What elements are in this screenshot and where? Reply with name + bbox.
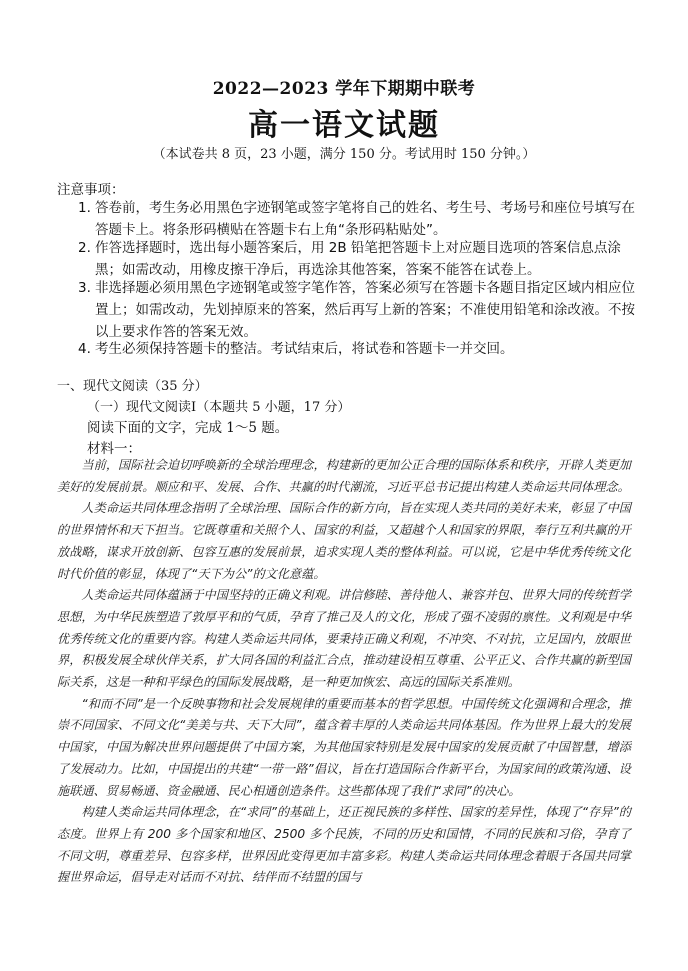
- exam-session-heading: 2022—2023 学年下期期中联考: [212, 79, 476, 99]
- notice-item-2: [78, 237, 638, 281]
- material-paragraph-1: 当前，国际社会迫切呼唤新的全球治理理念，构建新的更加公正合理的国际体系和秩序，开辟人类更加美好的发展前景。顺应和平、发展、合作、共赢的时代潮流，习近平总书记提出构建人类命运共同体理念。: [57, 458, 631, 494]
- material-paragraph-3: 人类命运共同体蕴涵于中国坚持的正确义利观。讲信修睦、善待他人、兼容并包、世界大同的传统哲学思想，为中华民族塑造了敦厚平和的气质，孕育了推己及人的文化，形成了强不凌弱的禀性。义利观是中华优秀传统文化的重要内容。构建人类命运共同体，要秉持正确义利观，不冲突、不对抗，立足国内，放眼世界，积极发展全球伙伴关系，扩大同各国的利益汇合点，推动建设相互尊重、公平正义、合作共赢的新型国际关系，这是一种和平绿色的国际发展战略，是一种更加恢宏、高远的国际关系准则。: [57, 588, 631, 690]
- notice-item-1: [78, 197, 638, 241]
- notice-item-number: 1.: [78, 200, 91, 216]
- notice-item-number: 4.: [78, 341, 91, 357]
- subsection-title: （一）现代文阅读Ⅰ（本题共 5 小题，17 分）: [87, 400, 351, 415]
- reading-instruction: 阅读下面的文字，完成 1～5 题。: [87, 420, 289, 436]
- notice-item-number: 3.: [78, 280, 91, 296]
- notice-item-text: 非选择题必须用黑色字迹钢笔或签字笔作答，答案必须写在答题卡各题目指定区域内相应位置上；如需改动，先划掉原来的答案，然后再写上新的答案；不准使用铅笔和涂改液。不按以上要求作答的答案无效。: [95, 280, 635, 340]
- material-paragraph-5: 构建人类命运共同体理念，在“求同”的基础上，还正视民族的多样性、国家的差异性，体现了“存异”的态度。世界上有 200 多个国家和地区、2500 多个民族，不同的历史和国情，不同的民族和习俗，孕育了不同文明，尊重差异、包容多样，世界因此变得更加丰富多彩。构建人类命运共同体理念着眼于各国共同掌握世界命运，倡导走对话而不对抗、结伴而不结盟的国与: [57, 805, 631, 885]
- material-body: [57, 455, 631, 889]
- material-label: 材料一：: [87, 441, 141, 457]
- exam-info: （本试卷共 8 页，23 小题，满分 150 分。考试用时 150 分钟。）: [152, 147, 536, 162]
- notice-item-3: [78, 277, 638, 343]
- notice-item-number: 2.: [78, 240, 91, 256]
- notice-item-text: 答卷前，考生务必用黑色字迹钢笔或签字笔将自己的姓名、考生号、考场号和座位号填写在答题卡上。将条形码横贴在答题卡右上角“条形码粘贴处”。: [95, 200, 635, 238]
- material-paragraph-4: “和而不同”是一个反映事物和社会发展规律的重要而基本的哲学思想。中国传统文化强调和合理念，推崇不同国家、不同文化“美美与共、天下大同”，蕴含着丰厚的人类命运共同体基因。作为世界上最大的发展中国家，中国为解决世界问题提供了中国方案，为其他国家特别是发展中国家的发展贡献了中国智慧，增添了发展动力。比如，中国提出的共建“一带一路”倡议，旨在打造国际合作新平台，为国家间的政策沟通、设施联通、贸易畅通、资金融通、民心相通创造条件。这些都体现了我们“求同”的决心。: [57, 696, 631, 798]
- notice-item-text: 考生必须保持答题卡的整洁。考试结束后，将试卷和答题卡一并交回。: [95, 341, 514, 357]
- notice-item-text: 作答选择题时，选出每小题答案后，用 2B 铅笔把答题卡上对应题目选项的答案信息点涂黑；如需改动，用橡皮擦干净后，再选涂其他答案，答案不能答在试卷上。: [95, 240, 621, 278]
- section-title: 一、现代文阅读（35 分）: [57, 379, 208, 394]
- notice-heading: 注意事项：: [57, 182, 125, 198]
- material-paragraph-2: 人类命运共同体理念指明了全球治理、国际合作的新方向，旨在实现人类共同的美好未来，彰显了中国的世界情怀和天下担当。它既尊重和关照个人、国家的利益，又超越个人和国家的界限，奉行互利共赢的开放战略，谋求开放创新、包容互惠的发展前景，追求实现人类的整体利益。可以说，它是中华优秀传统文化时代价值的彰显，体现了“天下为公”的文化意蕴。: [57, 501, 631, 581]
- exam-title: 高一语文试题: [248, 108, 440, 143]
- notice-item-4: [78, 338, 638, 360]
